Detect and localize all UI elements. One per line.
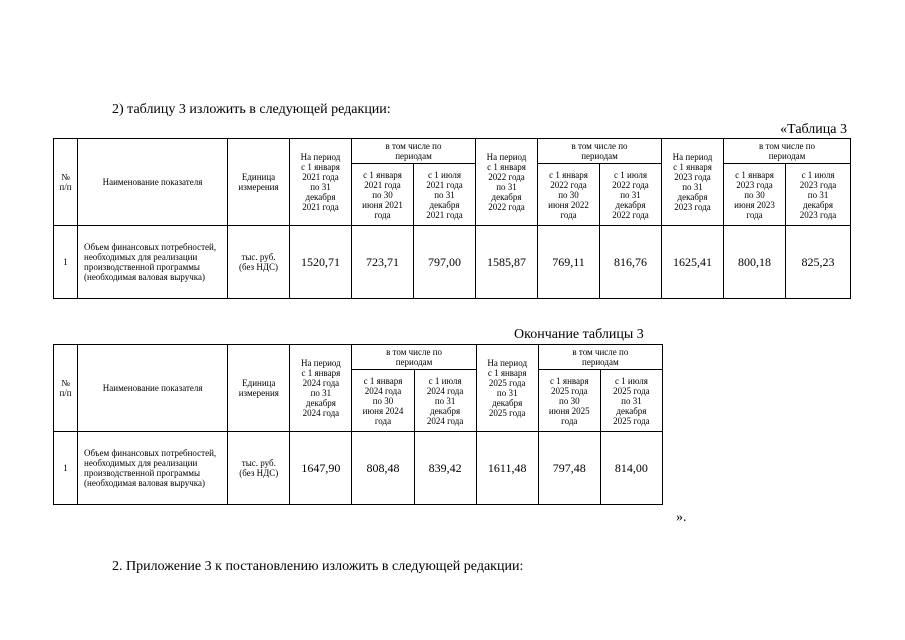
periods-subheader: в том числе по периодам	[352, 139, 476, 164]
row-number: 1	[54, 432, 78, 505]
half-year-header: с 1 июля 2022 года по 31 декабря 2022 года	[600, 164, 662, 226]
period-header: На период с 1 января 2021 года по 31 декабря 2021 года	[290, 139, 352, 226]
half-year-header: с 1 июля 2023 года по 31 декабря 2023 года	[786, 164, 851, 226]
value-cell: 1625,41	[662, 226, 724, 299]
unit-header: Единица измерения	[228, 139, 290, 226]
half-year-header: с 1 января 2023 года по 30 июня 2023 года	[724, 164, 786, 226]
num-header: № п/п	[54, 139, 78, 226]
value-cell: 814,00	[600, 432, 662, 505]
row-unit: тыс. руб. (без НДС)	[228, 226, 290, 299]
paragraph-appendix-3: 2. Приложение 3 к постановлению изложить в следующей редакции:	[112, 559, 524, 574]
half-year-header: с 1 января 2024 года по 30 июня 2024 года	[352, 370, 414, 432]
periods-subheader: в том числе по периодам	[538, 139, 662, 164]
table-3-end-label: Окончание таблицы 3	[514, 327, 644, 342]
value-cell: 723,71	[352, 226, 414, 299]
value-cell: 825,23	[786, 226, 851, 299]
period-header: На период с 1 января 2024 года по 31 декабря 2024 года	[290, 345, 352, 432]
table-3-label: «Таблица 3	[780, 122, 847, 137]
value-cell: 769,11	[538, 226, 600, 299]
value-cell: 1647,90	[290, 432, 352, 505]
period-header: На период с 1 января 2025 года по 31 декабря 2025 года	[476, 345, 538, 432]
half-year-header: с 1 июля 2024 года по 31 декабря 2024 года	[414, 370, 476, 432]
period-header: На период с 1 января 2023 года по 31 декабря 2023 года	[662, 139, 724, 226]
value-cell: 1585,87	[476, 226, 538, 299]
name-header: Наименование показателя	[78, 139, 228, 226]
half-year-header: с 1 января 2021 года по 30 июня 2021 года	[352, 164, 414, 226]
value-cell: 800,18	[724, 226, 786, 299]
table-row	[54, 226, 851, 299]
closing-quote: ».	[676, 510, 687, 525]
value-cell: 816,76	[600, 226, 662, 299]
value-cell: 808,48	[352, 432, 414, 505]
table-3-part-2	[53, 344, 663, 505]
half-year-header: с 1 июля 2025 года по 31 декабря 2025 года	[600, 370, 662, 432]
value-cell: 797,48	[538, 432, 600, 505]
value-cell: 1520,71	[290, 226, 352, 299]
period-header: На период с 1 января 2022 года по 31 декабря 2022 года	[476, 139, 538, 226]
row-indicator-name: Объем финансовых потребностей, необходимых для реализации производственной программы (необходимая валовая выручка)	[78, 432, 228, 505]
table-3-part-1	[53, 138, 851, 299]
periods-subheader: в том числе по периодам	[724, 139, 851, 164]
value-cell: 797,00	[414, 226, 476, 299]
half-year-header: с 1 января 2022 года по 30 июня 2022 года	[538, 164, 600, 226]
value-cell: 1611,48	[476, 432, 538, 505]
periods-subheader: в том числе по периодам	[352, 345, 476, 370]
num-header: № п/п	[54, 345, 78, 432]
periods-subheader: в том числе по периодам	[538, 345, 662, 370]
unit-header: Единица измерения	[228, 345, 290, 432]
table-row	[54, 432, 663, 505]
row-unit: тыс. руб. (без НДС)	[228, 432, 290, 505]
row-number: 1	[54, 226, 78, 299]
row-indicator-name: Объем финансовых потребностей, необходимых для реализации производственной программы (необходимая валовая выручка)	[78, 226, 228, 299]
name-header: Наименование показателя	[78, 345, 228, 432]
half-year-header: с 1 января 2025 года по 30 июня 2025 года	[538, 370, 600, 432]
half-year-header: с 1 июля 2021 года по 31 декабря 2021 года	[414, 164, 476, 226]
value-cell: 839,42	[414, 432, 476, 505]
paragraph-table-3-intro: 2) таблицу 3 изложить в следующей редакции:	[112, 102, 391, 117]
